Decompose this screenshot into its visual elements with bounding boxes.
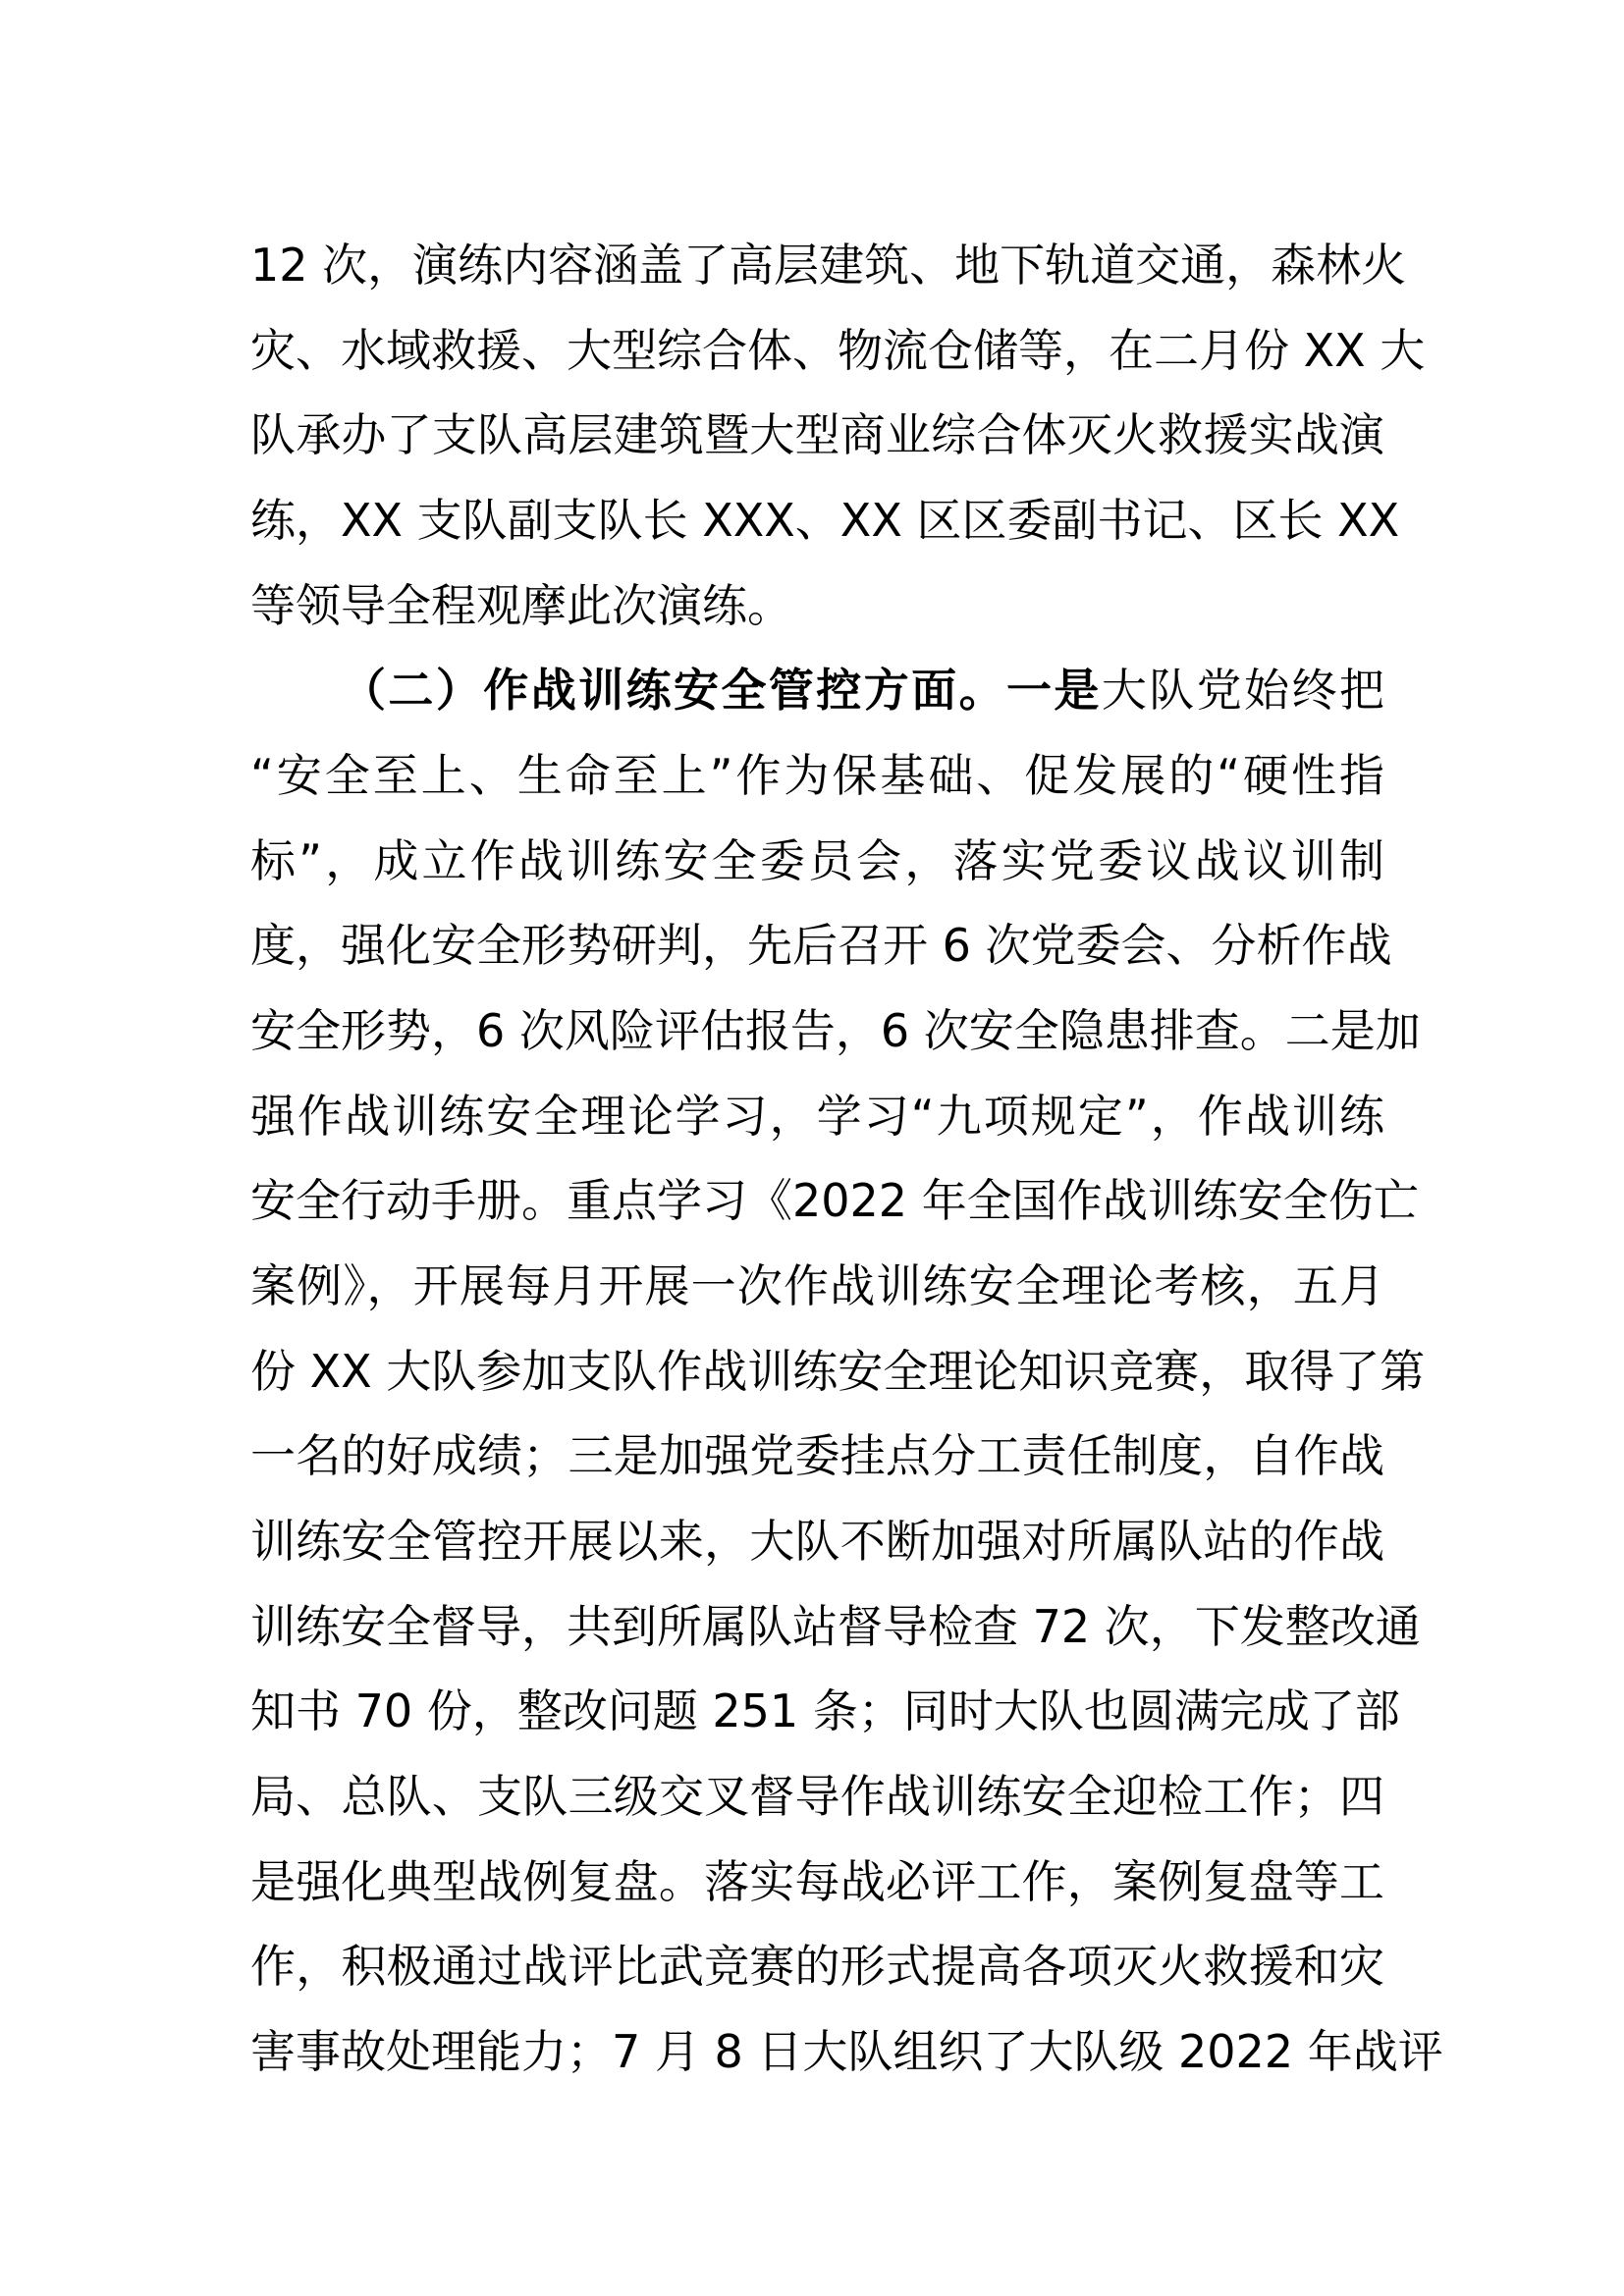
text-line: 标”，成立作战训练安全委员会，落实党委议战议训制 (250, 834, 1384, 887)
text-line: 等领导全程观摩此次演练。 (250, 579, 792, 632)
text-line: 训练安全管控开展以来，大队不断加强对所属队站的作战 (250, 1515, 1384, 1568)
text-line: 安全形势，6 次风险评估报告，6 次安全隐患排查。二是加 (250, 1004, 1421, 1057)
text-line: 队承办了支队高层建筑暨大型商业综合体灭火救援实战演 (250, 408, 1384, 461)
text-line: 局、总队、支队三级交叉督导作战训练安全迎检工作；四 (250, 1770, 1384, 1823)
text-line: 案例》，开展每月开展一次作战训练安全理论考核，五月 (250, 1259, 1384, 1312)
text-line: 一名的好成绩；三是加强党委挂点分工责任制度，自作战 (250, 1429, 1384, 1482)
text-line: 12 次，演练内容涵盖了高层建筑、地下轨道交通，森林火 (250, 239, 1407, 292)
text-line: 强作战训练安全理论学习，学习“九项规定”，作战训练 (250, 1090, 1384, 1143)
text-line: 份 XX 大队参加支队作战训练安全理论知识竞赛，取得了第 (250, 1345, 1426, 1398)
section-heading: （二）作战训练安全管控方面。 (341, 664, 1006, 717)
text-line: 害事故处理能力；7 月 8 日大队组织了大队级 2022 年战评 (250, 2025, 1443, 2078)
text-run: 大队党始终把 (1101, 664, 1385, 717)
text-line: 知书 70 份，整改问题 251 条；同时大队也圆满完成了部 (250, 1684, 1400, 1737)
text-line: 训练安全督导，共到所属队站督导检查 72 次，下发整改通 (250, 1600, 1421, 1653)
point-lead: 一是 (1006, 664, 1102, 717)
text-line: “安全至上、生命至上”作为保基础、促发展的“硬性指 (250, 749, 1384, 802)
text-line: 灾、水域救援、大型综合体、物流仓储等，在二月份 XX 大 (250, 324, 1426, 377)
section-heading-line (341, 648, 1384, 732)
text-line: 度，强化安全形势研判，先后召开 6 次党委会、分析作战 (250, 919, 1392, 972)
text-line: 是强化典型战例复盘。落实每战必评工作，案例复盘等工 (250, 1855, 1384, 1908)
text-line: 安全行动手册。重点学习《2022 年全国作战训练安全伤亡 (250, 1174, 1419, 1227)
text-line: 练，XX 支队副支队长 XXX、XX 区区委副书记、区长 XX (250, 494, 1400, 547)
text-line: 作，积极通过战评比武竞赛的形式提高各项灭火救援和灾 (250, 1940, 1384, 1993)
